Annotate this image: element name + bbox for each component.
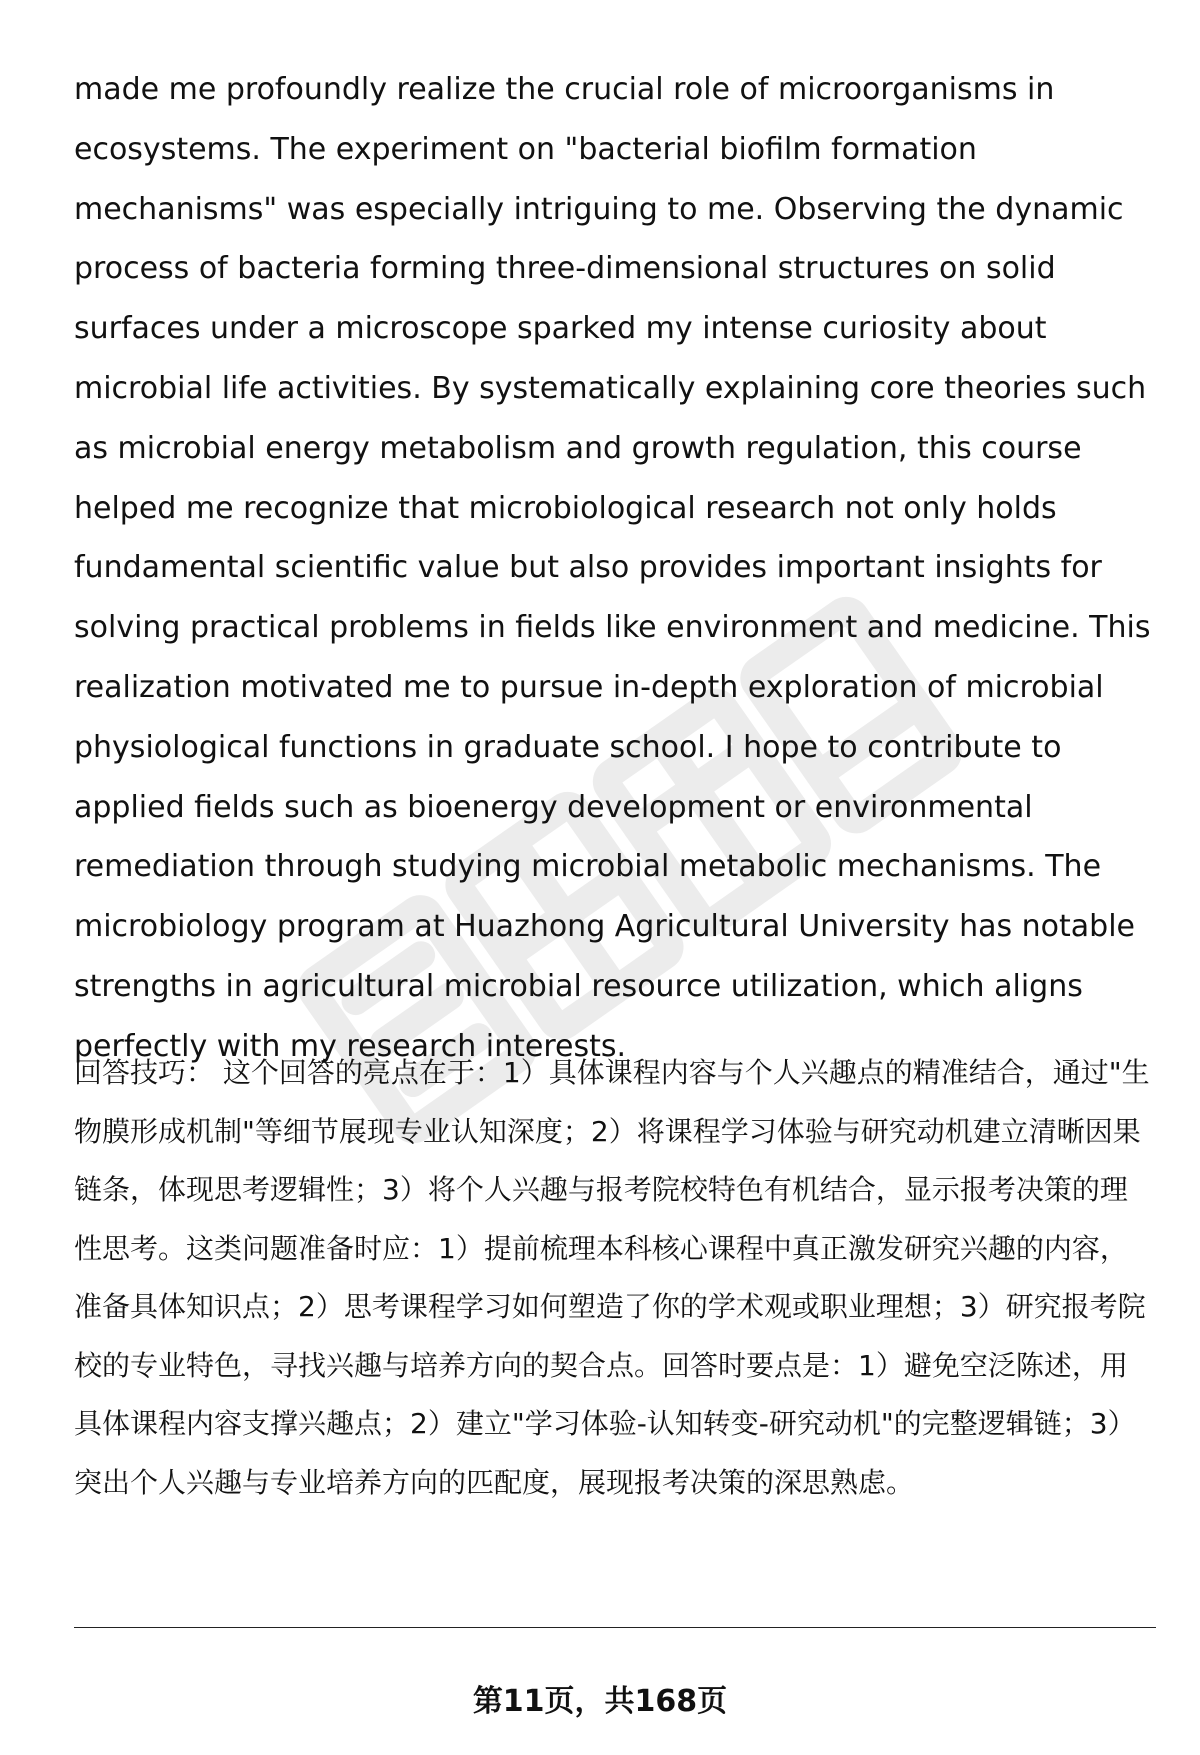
english-paragraph: made me profoundly realize the crucial role of microorganisms in ecosystems. The experiment on "bacterial biofilm formation mechanisms" was especially intriguing to me. Observing the dynamic process of bacteria forming three-dimensional structures on solid surfaces under a microscope sparked my intense curiosity about microbial life activities. By systematically explaining core theories such as microbial energy metabolism and growth regulation, this course helped me recognize that microbiological research not only holds fundamental scientific value but also provides important insights for solving practical problems in fields like environment and medicine. This realization motivated me to pursue in-depth exploration of microbial physiological functions in graduate school. I hope to contribute to applied fields such as bioenergy development or environmental remediation through studying microbial metabolic mechanisms. The microbiology program at Huazhong Agricultural University has notable strengths in agricultural microbial resource utilization, which aligns perfectly with my research interests.	[74, 72, 1151, 1064]
answer-tips-paragraph: 回答技巧： 这个回答的亮点在于：1）具体课程内容与个人兴趣点的精准结合，通过"生物膜形成机制"等细节展现专业认知深度；2）将课程学习体验与研究动机建立清晰因果链条，体现思考逻辑性；3）将个人兴趣与报考院校特色有机结合，显示报考决策的理性思考。这类问题准备时应：1）提前梳理本科核心课程中真正激发研究兴趣的内容，准备具体知识点；2）思考课程学习如何塑造了你的学术观或职业理想；3）研究报考院校的专业特色，寻找兴趣与培养方向的契合点。回答时要点是：1）避免空泛陈述，用具体课程内容支撑兴趣点；2）建立"学习体验-认知转变-研究动机"的完整逻辑链；3）突出个人兴趣与专业培养方向的匹配度，展现报考决策的深思熟虑。	[74, 1056, 1150, 1499]
footer-divider	[74, 1627, 1156, 1628]
page-number: 第11页，共168页	[472, 1684, 728, 1719]
